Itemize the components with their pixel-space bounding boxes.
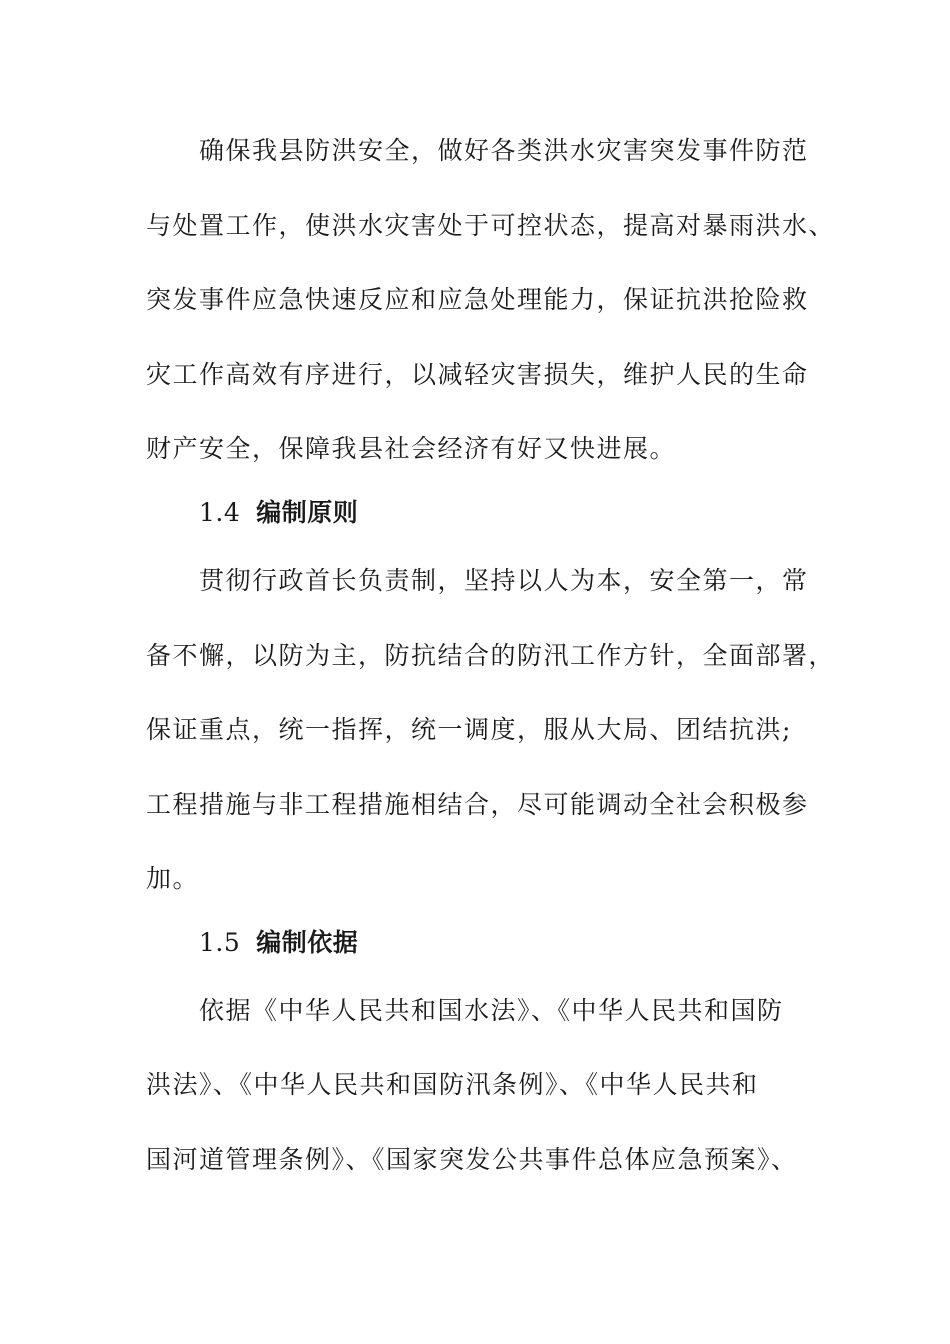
section-number: 1.4 xyxy=(199,498,241,527)
paragraph-line: 确保我县防洪安全，做好各类洪水灾害突发事件防范 xyxy=(199,136,809,165)
paragraph-line: 贯彻行政首长负责制，坚持以人为本，安全第一，常 xyxy=(199,566,809,595)
paragraph-line: 国河道管理条例》、《国家突发公共事件总体应急预案》、 xyxy=(146,1145,798,1174)
paragraph-line: 突发事件应急快速反应和应急处理能力，保证抗洪抢险救 xyxy=(146,285,809,314)
paragraph-line: 洪法》、《中华人民共和国防汛条例》、《中华人民共和 xyxy=(146,1070,759,1099)
paragraph-line: 财产安全，保障我县社会经济有好又快进展。 xyxy=(146,434,677,463)
paragraph-line: 工程措施与非工程措施相结合，尽可能调动全社会积极参 xyxy=(146,790,809,819)
section-heading xyxy=(199,498,358,528)
paragraph-line: 与处置工作，使洪水灾害处于可控状态，提高对暴雨洪水、 xyxy=(146,211,836,240)
paragraph-line: 保证重点，统一指挥，统一调度，服从大局、团结抗洪; xyxy=(146,715,792,744)
section-title: 编制依据 xyxy=(256,928,359,957)
paragraph-line: 加。 xyxy=(146,864,200,893)
section-heading xyxy=(199,928,358,958)
section-number: 1.5 xyxy=(199,928,241,957)
paragraph-line: 备不懈，以防为主，防抗结合的防汛工作方针，全面部署， xyxy=(146,641,836,670)
paragraph-line: 灾工作高效有序进行，以减轻灾害损失，维护人民的生命 xyxy=(146,360,809,389)
paragraph-line: 依据《中华人民共和国水法》、《中华人民共和国防 xyxy=(199,996,784,1025)
section-title: 编制原则 xyxy=(256,498,359,527)
